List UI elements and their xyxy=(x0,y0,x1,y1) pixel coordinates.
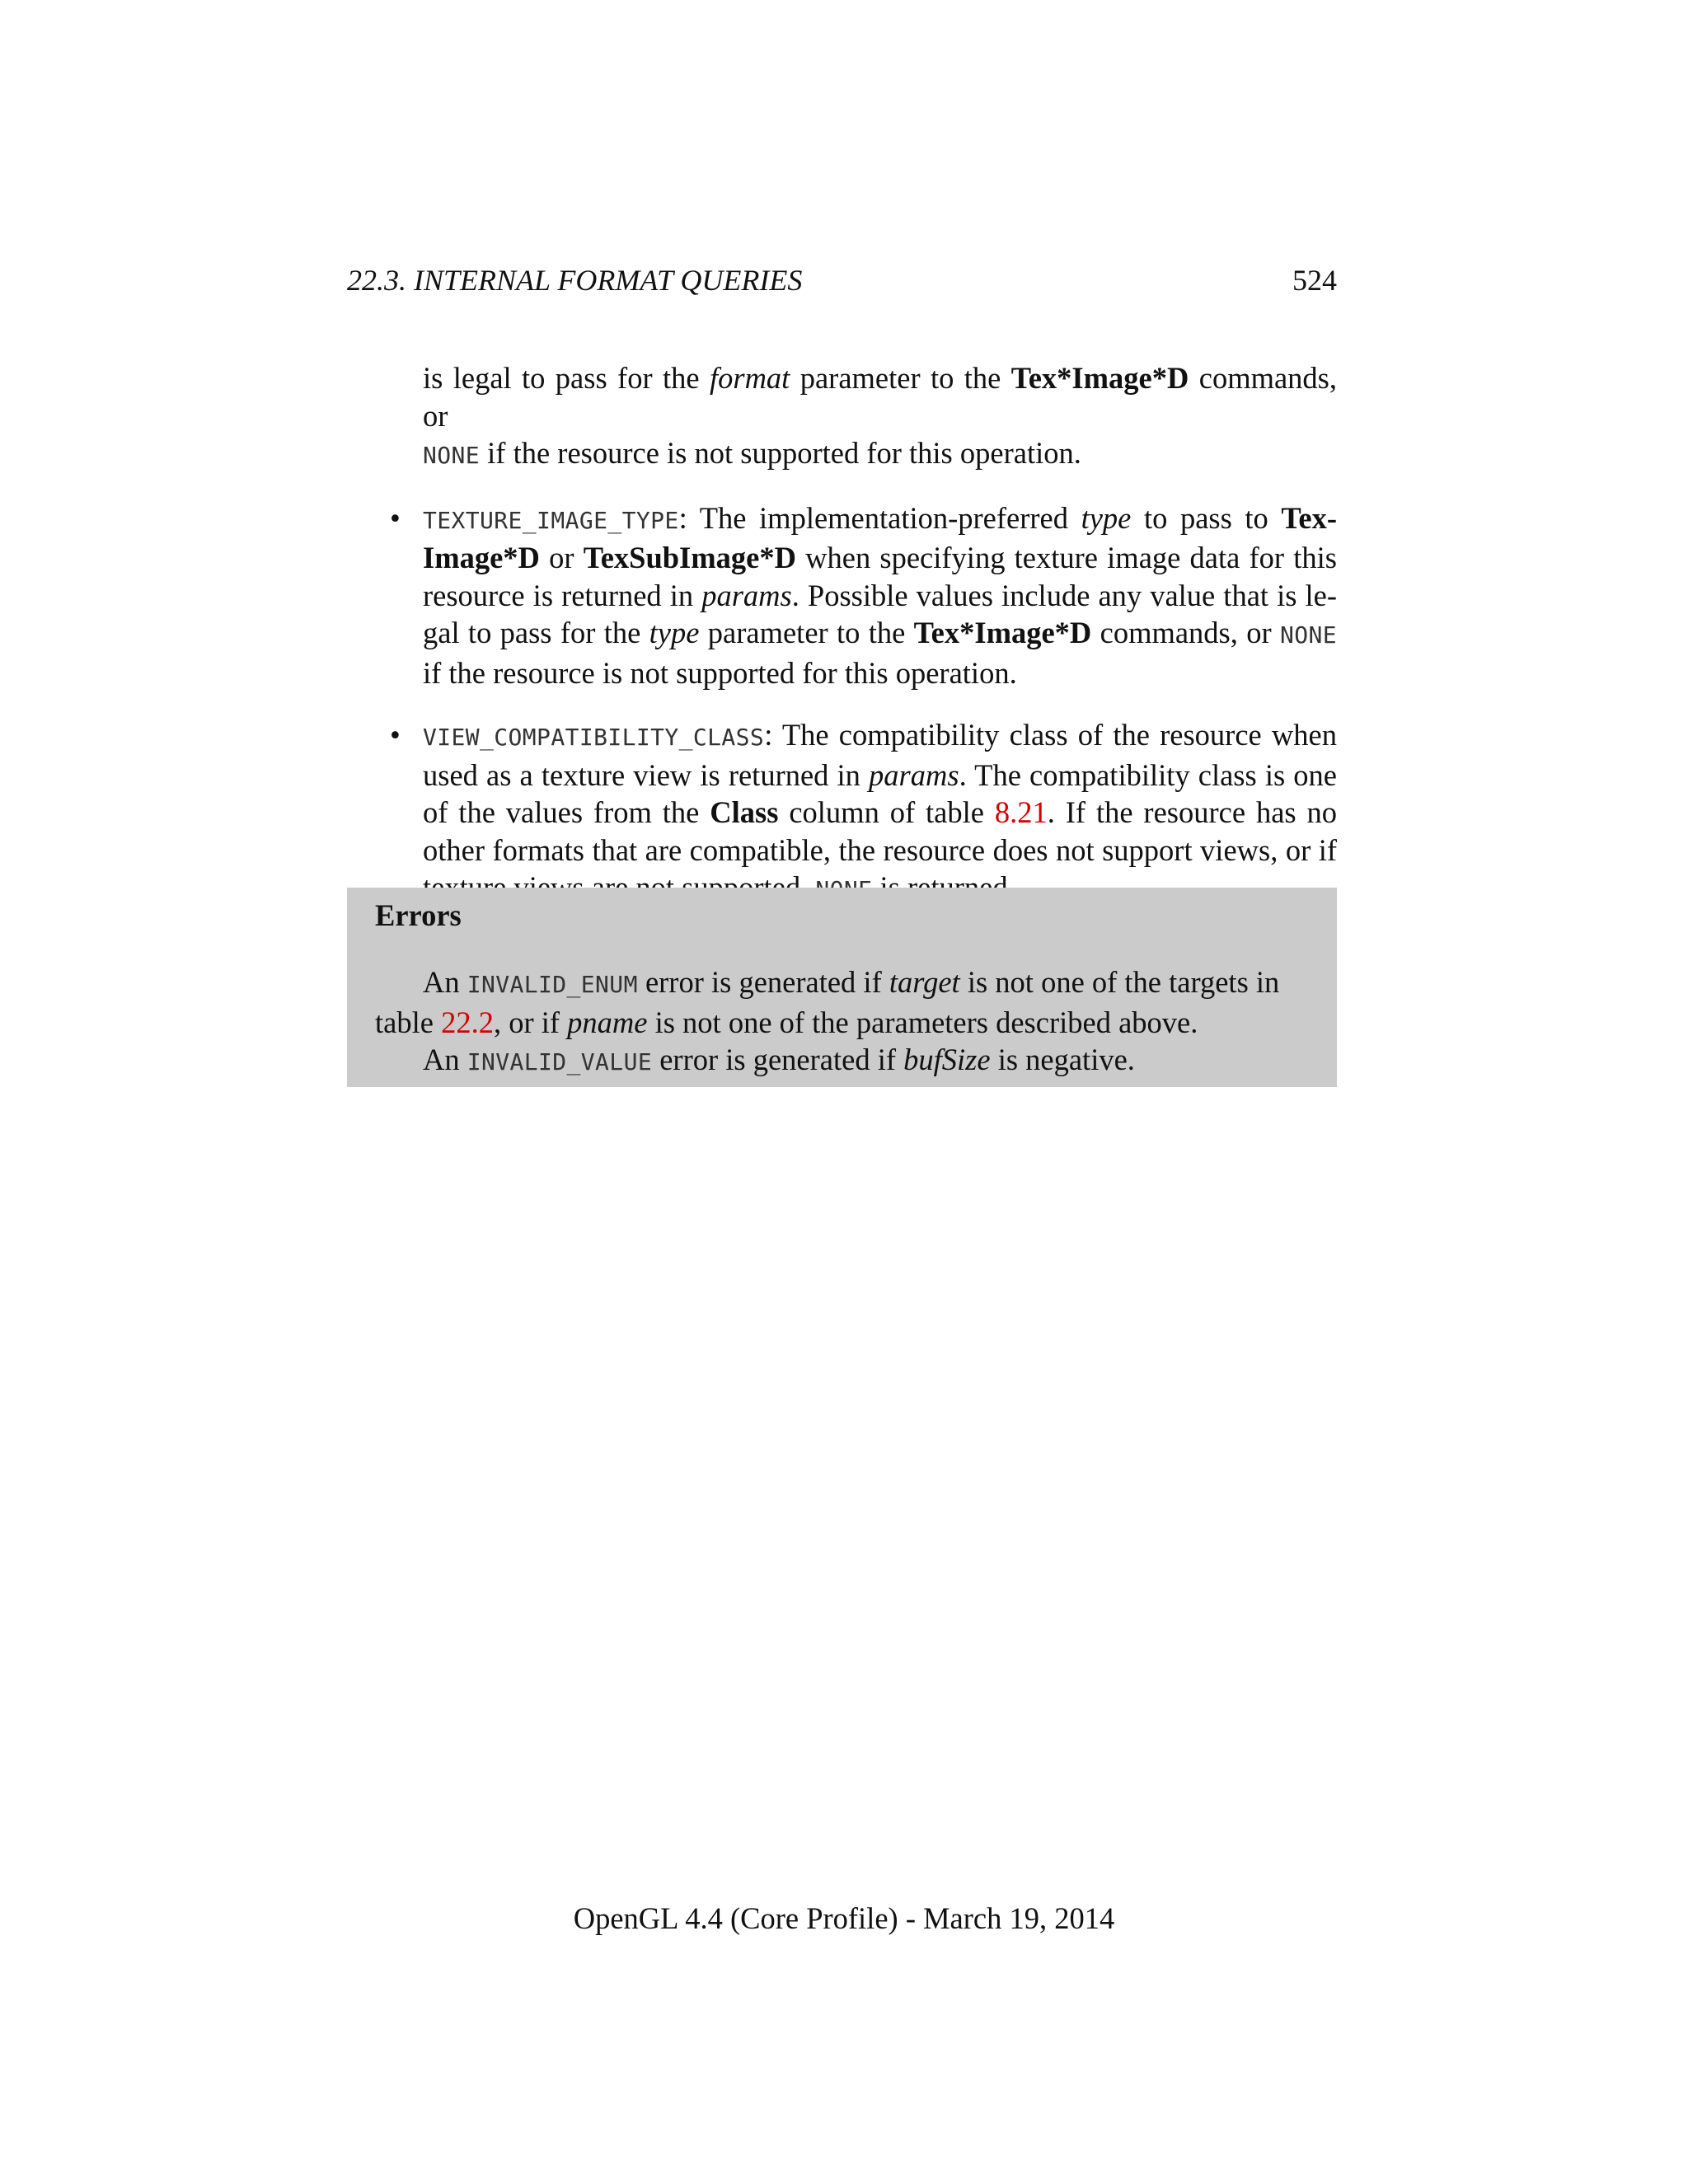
command-name: Tex-Image*D xyxy=(423,500,1337,574)
page-footer: OpenGL 4.4 (Core Profile) - March 19, 2014 xyxy=(573,1901,1115,1935)
error-paragraph-value: An INVALID_VALUE error is generated if bufSize is negative. xyxy=(423,1043,1135,1076)
list-item-texture-image-type: • TEXTURE_IMAGE_TYPE: The implementation-preferred type to pass to Tex-Image*D or TexSubImage*D when specifying texture image data for this resource is returned in params. Possible values include any value that is le-gal to pass for the type parameter to the Tex*Image*D commands, or NONE if the resource is not supported for this operation. xyxy=(390,500,1337,690)
bullet-icon: • xyxy=(390,500,401,535)
table-reference-link[interactable]: 8.21 xyxy=(994,795,1048,829)
page-number: 524 xyxy=(1292,264,1337,297)
section-title: 22.3. INTERNAL FORMAT QUERIES xyxy=(347,264,803,297)
command-name: Tex*Image*D xyxy=(1010,361,1189,395)
command-name: TexSubImage*D xyxy=(583,541,796,574)
page-body xyxy=(347,359,1337,909)
enum-token: INVALID_VALUE xyxy=(467,1048,653,1076)
error-paragraph-enum: An INVALID_ENUM error is generated if target is not one of the targets in table 22.2, or if pname is not one of the parameters described above. xyxy=(375,965,1280,1039)
enum-token: VIEW_COMPATIBILITY_CLASS xyxy=(423,724,765,751)
continuation-paragraph: is legal to pass for the format parameter to the Tex*Image*D commands, or NONE if the resource is not supported for this operation. xyxy=(423,361,1338,470)
running-header xyxy=(347,262,1337,298)
format-param: format xyxy=(709,361,790,395)
enum-token: INVALID_ENUM xyxy=(467,971,638,998)
errors-box xyxy=(347,888,1337,1087)
bullet-icon: • xyxy=(390,718,401,752)
none-token: NONE xyxy=(423,442,481,469)
command-name: Tex*Image*D xyxy=(913,616,1092,649)
class-column-name: Class xyxy=(710,795,779,829)
list-item-view-compatibility-class: • VIEW_COMPATIBILITY_CLASS: The compatibility class of the resource when used as a texture view is returned in params. The compatibility class is one of the values from the Class column of table 8.21. If the resource has no other formats that are compatible, the resource does not support views, or if xyxy=(347,716,1337,909)
table-reference-link[interactable]: 22.2 xyxy=(441,1005,494,1039)
errors-heading: Errors xyxy=(375,898,462,932)
none-token: NONE xyxy=(1279,621,1337,649)
enum-token: TEXTURE_IMAGE_TYPE xyxy=(423,506,679,534)
